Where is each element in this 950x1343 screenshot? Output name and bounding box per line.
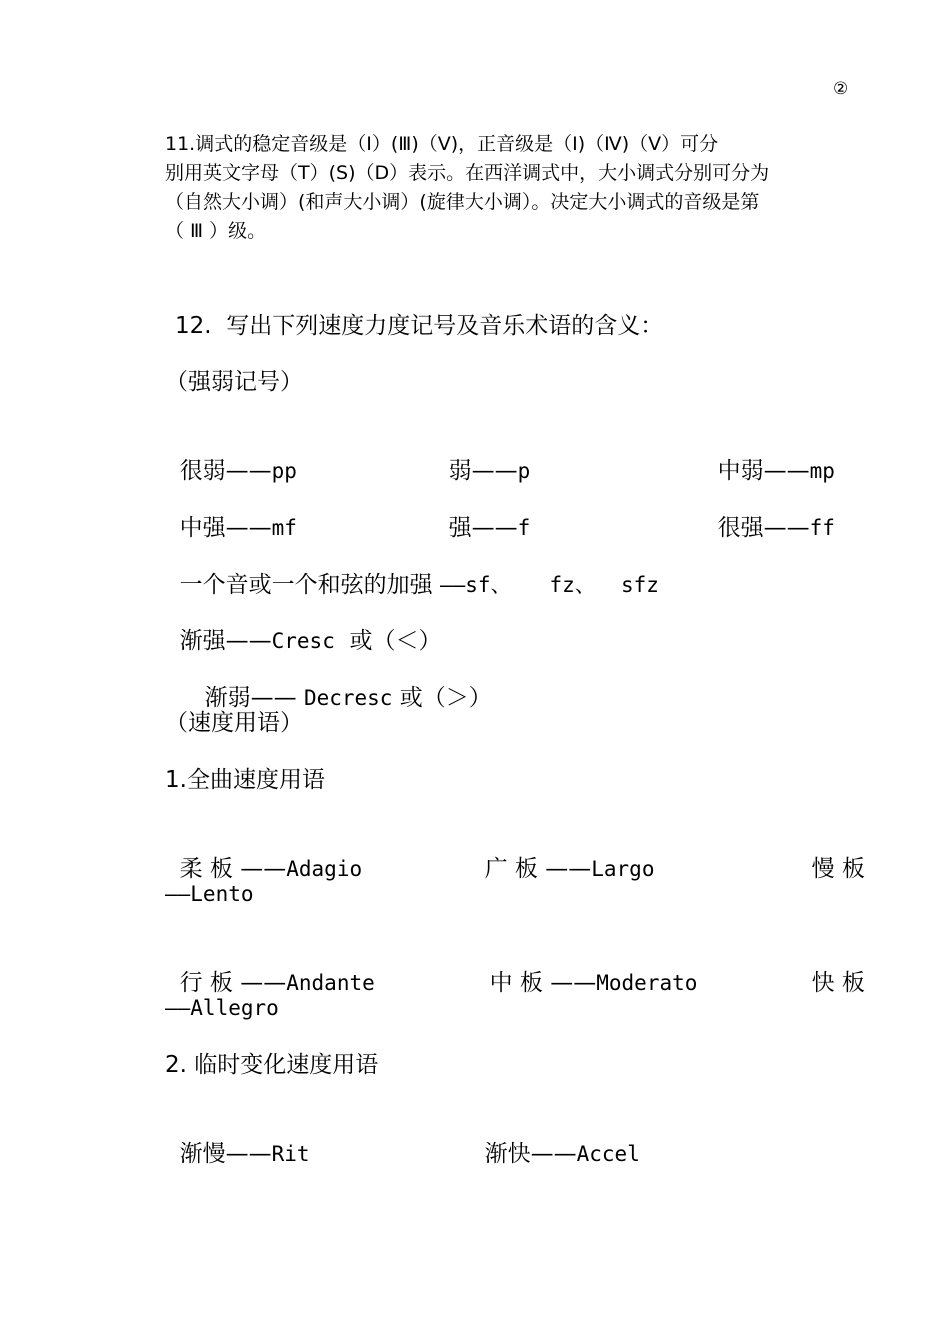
tempo-section-1-heading: 1.全曲速度用语: [165, 767, 325, 793]
term-cresc-abbr: Cresc: [271, 629, 335, 653]
term-largo: [470, 821, 654, 885]
question-11-paragraph: 11.调式的稳定音级是（Ⅰ）(Ⅲ)（Ⅴ)，正音级是（Ⅰ)（Ⅳ)（Ⅴ）可分 别用英文字母（T）(S)（D）表示。在西洋调式中，大小调式分别可分为 （自然大小调）(和声大小调）(旋律大小调）。决定大小调式的音级是第 （ Ⅲ ）级。: [165, 133, 770, 242]
term-rit-cn: 渐慢——: [179, 1141, 272, 1167]
term-mf-cn: 中强——: [179, 515, 272, 541]
term-accel-abbr: Accel: [576, 1142, 640, 1166]
term-accel: [470, 1106, 640, 1170]
term-f-cn: 强——: [448, 515, 518, 541]
page-number-marker: ②: [833, 79, 849, 99]
term-andante-abbr: Andante: [286, 971, 375, 995]
term-andante-cn: 行 板 ——: [179, 970, 287, 996]
term-f: [434, 480, 530, 544]
term-decresc-cn: 渐弱——: [204, 685, 304, 711]
term-rit-abbr: Rit: [271, 1142, 310, 1166]
term-adagio: [165, 821, 362, 885]
term-f-abbr: f: [517, 516, 531, 540]
term-decresc: [190, 650, 492, 714]
term-ff: [703, 480, 835, 544]
term-largo-cn: 广 板 ——: [484, 856, 592, 882]
term-accent-abbr: ——sf、 fz、 sfz: [439, 573, 659, 597]
term-allegro-abbr: ——Allegro: [165, 996, 279, 1020]
term-accent: [165, 537, 659, 601]
tempo-section-2-heading: 2. 临时变化速度用语: [165, 1052, 379, 1078]
term-allegro-cn: 快 板: [811, 970, 865, 996]
term-cresc-tail: 或（＜）: [334, 628, 442, 654]
term-lento-cn: 慢 板: [811, 856, 865, 882]
term-p-abbr: p: [517, 459, 531, 483]
term-decresc-tail: 或（＞）: [392, 685, 492, 711]
term-lento-abbr: ——Lento: [165, 882, 254, 906]
term-rit: [165, 1106, 310, 1170]
term-accel-cn: 渐快——: [484, 1141, 577, 1167]
term-mf: [165, 480, 297, 544]
term-moderato: [475, 935, 697, 999]
term-adagio-cn: 柔 板 ——: [179, 856, 287, 882]
term-pp-abbr: pp: [271, 459, 297, 483]
term-mp-abbr: mp: [809, 459, 835, 483]
term-moderato-cn: 中 板 ——: [489, 970, 597, 996]
term-moderato-abbr: Moderato: [596, 971, 698, 995]
term-mf-abbr: mf: [271, 516, 297, 540]
term-mp-cn: 中弱——: [717, 458, 810, 484]
term-lento: [797, 821, 865, 885]
question-12-title: 12. 写出下列速度力度记号及音乐术语的含义：: [175, 313, 664, 339]
term-decresc-abbr: Decresc: [303, 686, 393, 710]
term-accent-cn: 一个音或一个和弦的加强: [179, 572, 440, 598]
tempo-heading: （速度用语）: [165, 710, 303, 736]
term-p: [434, 423, 530, 487]
term-mp: [703, 423, 835, 487]
term-largo-abbr: Largo: [591, 857, 655, 881]
term-allegro: [797, 935, 865, 999]
dynamics-heading: （强弱记号）: [165, 369, 303, 395]
term-adagio-abbr: Adagio: [286, 857, 363, 881]
term-pp-cn: 很弱——: [179, 458, 272, 484]
term-ff-cn: 很强——: [717, 515, 810, 541]
term-pp: [165, 423, 297, 487]
term-ff-abbr: ff: [809, 516, 835, 540]
term-cresc: [165, 593, 441, 657]
term-p-cn: 弱——: [448, 458, 518, 484]
term-cresc-cn: 渐强——: [179, 628, 272, 654]
term-andante: [165, 935, 375, 999]
